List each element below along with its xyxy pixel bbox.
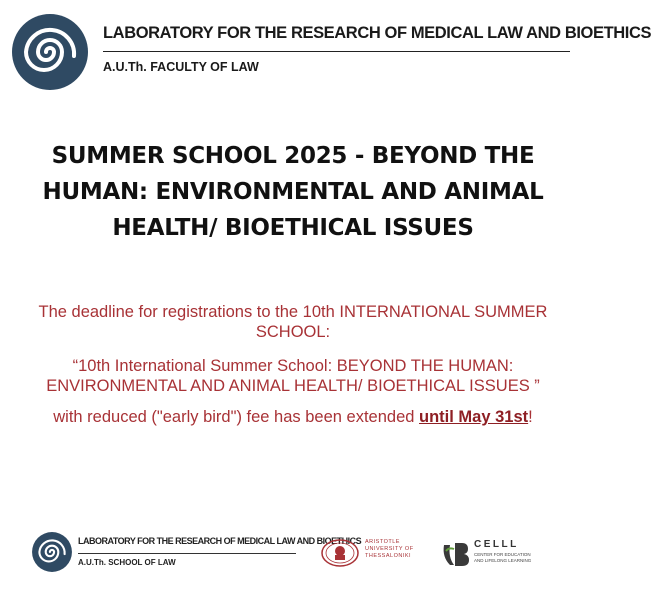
auth-text <box>365 539 414 560</box>
extension-punctuation: ! <box>528 408 533 426</box>
deadline-paragraph <box>20 302 566 342</box>
university-seal-icon <box>320 538 360 568</box>
deadline-line-2: SCHOOL: <box>255 323 331 341</box>
celll-sub-line-2: AND LIFELONG LEARNING <box>474 558 532 563</box>
auth-logo <box>320 534 440 574</box>
quote-line-2: ENVIRONMENTAL AND ANIMAL HEALTH/ BIOETHICAL ISSUES ” <box>46 377 540 395</box>
footer-school-name: A.U.Th. SCHOOL OF LAW <box>78 558 176 567</box>
faculty-name: A.U.Th. FACULTY OF LAW <box>103 60 259 74</box>
letterhead <box>0 0 651 95</box>
spiral-logo-icon <box>10 12 90 92</box>
title-line-3: HEALTH/ BIOETHICAL ISSUES <box>112 215 474 241</box>
title-line-2: HUMAN: ENVIRONMENTAL AND ANIMAL <box>42 179 544 205</box>
extended-deadline: until May 31st <box>419 408 529 426</box>
school-title-quote <box>20 356 566 396</box>
spiral-logo-small-icon <box>31 531 73 573</box>
quote-line-1: “10th International Summer School: BEYOND THE HUMAN: <box>72 357 514 375</box>
page-title <box>10 138 576 246</box>
lab-name: LABORATORY FOR THE RESEARCH OF MEDICAL LAW AND BIOETHICS <box>103 24 651 42</box>
extension-paragraph <box>20 407 566 427</box>
auth-line-2: UNIVERSITY OF <box>365 546 414 552</box>
footer-logos <box>0 520 586 590</box>
header-divider <box>103 51 570 52</box>
celll-logo <box>440 535 570 575</box>
celll-title: CELLL <box>474 539 519 550</box>
auth-line-3: THESSALONIKI <box>365 553 412 559</box>
title-line-1: SUMMER SCHOOL 2025 - BEYOND THE <box>51 143 535 169</box>
auth-line-1: ARISTOTLE <box>365 539 400 545</box>
celll-subtitle <box>474 552 549 564</box>
celll-mark-icon <box>440 539 470 569</box>
footer-lab-name: LABORATORY FOR THE RESEARCH OF MEDICAL LAW AND BIOETHICS <box>78 536 362 546</box>
extension-text: with reduced ("early bird") fee has been extended <box>53 408 420 426</box>
celll-sub-line-1: CENTER FOR EDUCATION <box>474 552 531 557</box>
deadline-line-1: The deadline for registrations to the 10th INTERNATIONAL SUMMER <box>38 303 548 321</box>
footer-divider <box>78 553 296 554</box>
